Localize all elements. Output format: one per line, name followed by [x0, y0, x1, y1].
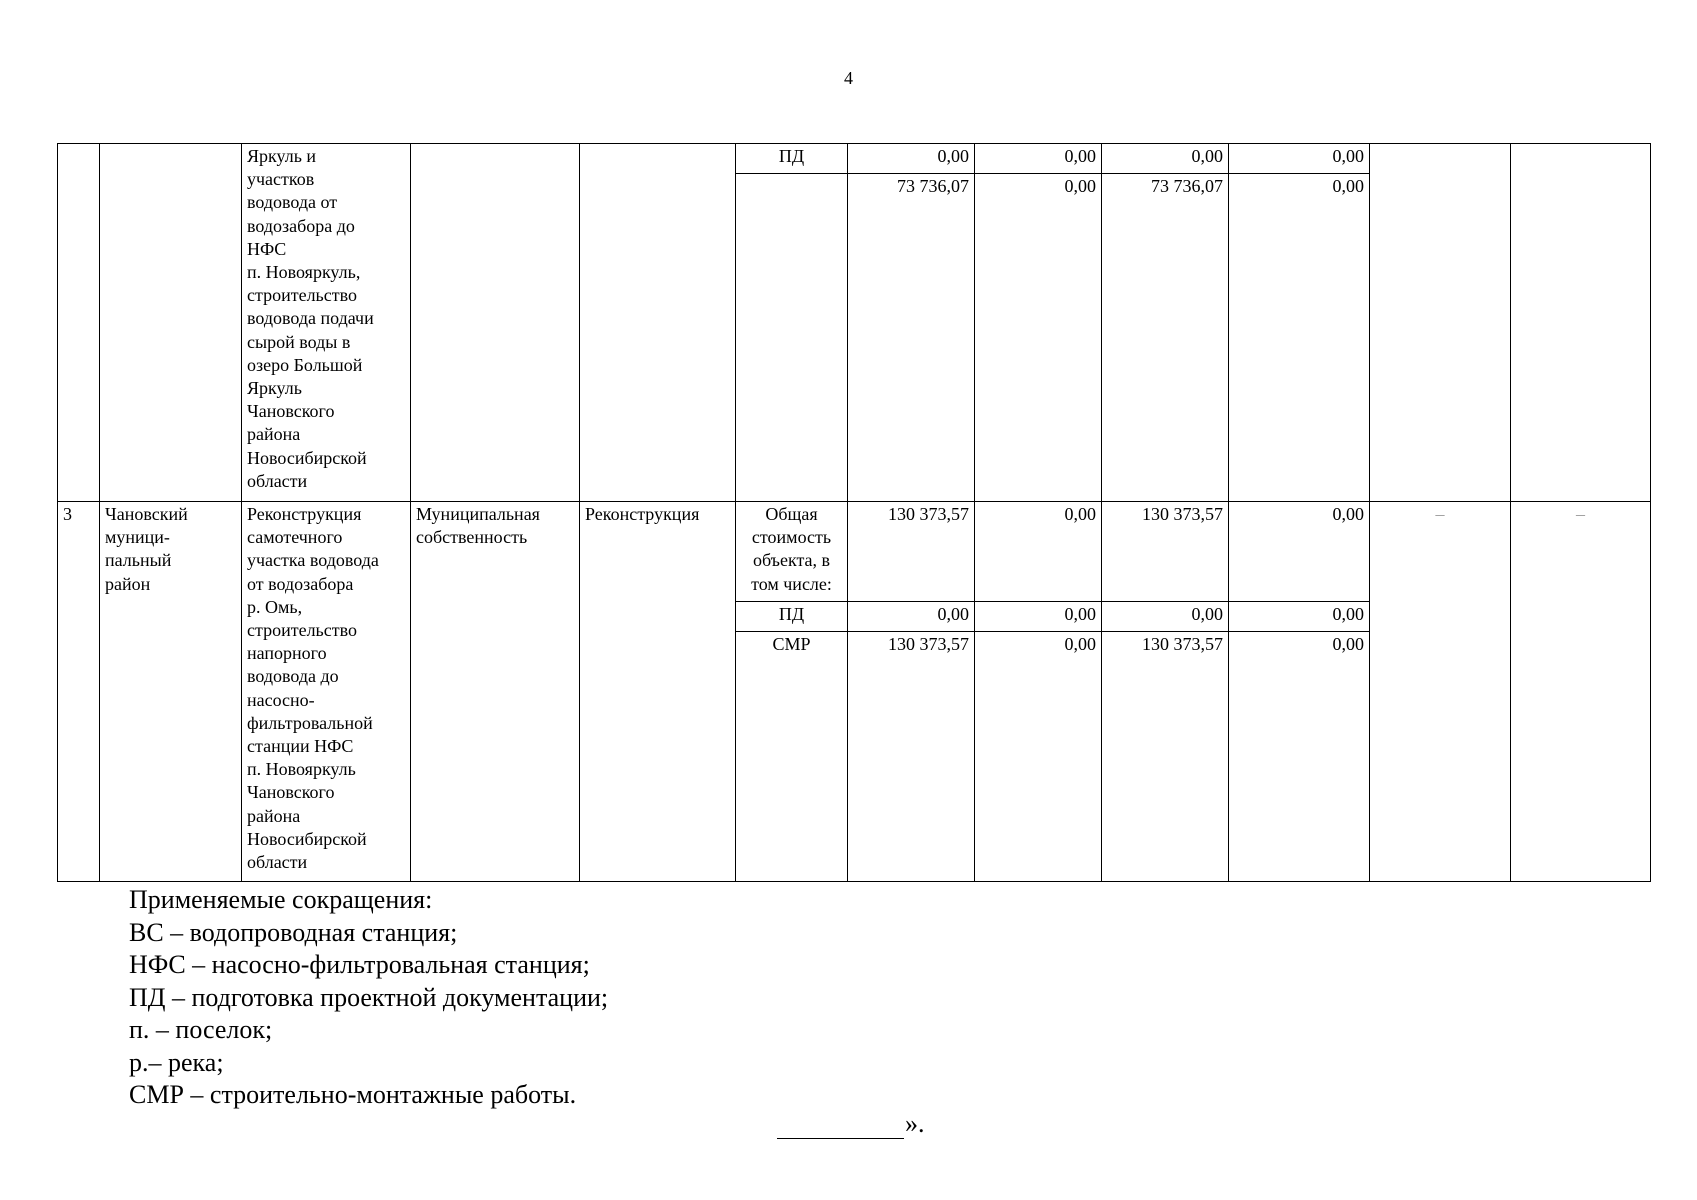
cell-value: 73 736,07	[1102, 174, 1229, 502]
abbreviations-list	[129, 884, 608, 1112]
cell-object-name: Яркуль и участков водовода от водозабора до НФС п. Новояркуль, строительство водовода подачи сырой воды в озеро Большой Яркуль Чановского района Новосибирской области	[242, 144, 411, 502]
cell-index: 3	[58, 502, 100, 882]
cell-value: 0,00	[1229, 632, 1370, 882]
list-item: п. – поселок;	[129, 1015, 273, 1044]
cell-value: 130 373,57	[1102, 632, 1229, 882]
list-item: ВС – водопроводная станция;	[129, 917, 458, 947]
cell-object-name: Реконструкция самотечного участка водовода от водозабора р. Омь, строительство напорного водовода до насосно- фильтровальной станции НФС п. Новояркуль Чановского района Новосибирской области	[242, 502, 411, 882]
page-number: 4	[844, 68, 853, 88]
cell-ownership: Муниципальная собственность	[411, 502, 580, 882]
cell-index	[58, 144, 100, 502]
program-table	[57, 143, 1651, 882]
cell-municipality	[100, 144, 242, 502]
table-row	[58, 502, 1651, 602]
list-item: НФС – насосно-фильтровальная станция;	[129, 950, 590, 979]
cell-work-type: Реконструкция	[580, 502, 736, 882]
closing-quote: ».	[905, 1109, 925, 1138]
cell-value: 0,00	[1229, 502, 1370, 602]
signature-line	[777, 1110, 904, 1139]
cell-value: 130 373,57	[848, 632, 975, 882]
cell-value: 0,00	[975, 602, 1102, 632]
cell-value: 0,00	[975, 632, 1102, 882]
cell-cost-type: ПД	[736, 602, 848, 632]
cell-cost-type: СМР	[736, 632, 848, 882]
cell-value: 130 373,57	[1102, 502, 1229, 602]
list-item: ПД – подготовка проектной документации;	[129, 982, 609, 1012]
cell-value: 0,00	[975, 174, 1102, 502]
cell-value: 130 373,57	[848, 502, 975, 602]
cell-value: 0,00	[848, 602, 975, 632]
cell-dash: –	[1370, 502, 1511, 882]
cell-municipality: Чановский муници- пальный район	[100, 502, 242, 882]
cell-value: 0,00	[975, 502, 1102, 602]
closing-mark	[777, 1109, 925, 1139]
cell-value: 73 736,07	[848, 174, 975, 502]
cell-dash: –	[1511, 502, 1651, 882]
cell-value: 0,00	[1229, 144, 1370, 174]
cell-empty	[1511, 144, 1651, 502]
cell-value: 0,00	[1229, 602, 1370, 632]
cell-cost-type: Общая стоимость объекта, в том числе:	[736, 502, 848, 602]
cell-empty	[1370, 144, 1511, 502]
cell-value: 0,00	[848, 144, 975, 174]
list-item: р.– река;	[129, 1047, 224, 1077]
cell-ownership	[411, 144, 580, 502]
abbreviations-heading: Применяемые сокращения:	[129, 885, 433, 914]
cell-cost-type	[736, 174, 848, 502]
table-row	[58, 144, 1651, 174]
cell-value: 0,00	[1229, 174, 1370, 502]
cell-cost-type: ПД	[736, 144, 848, 174]
cell-value: 0,00	[1102, 144, 1229, 174]
cell-value: 0,00	[975, 144, 1102, 174]
cell-value: 0,00	[1102, 602, 1229, 632]
cell-work-type	[580, 144, 736, 502]
list-item: СМР – строительно-монтажные работы.	[129, 1080, 577, 1109]
